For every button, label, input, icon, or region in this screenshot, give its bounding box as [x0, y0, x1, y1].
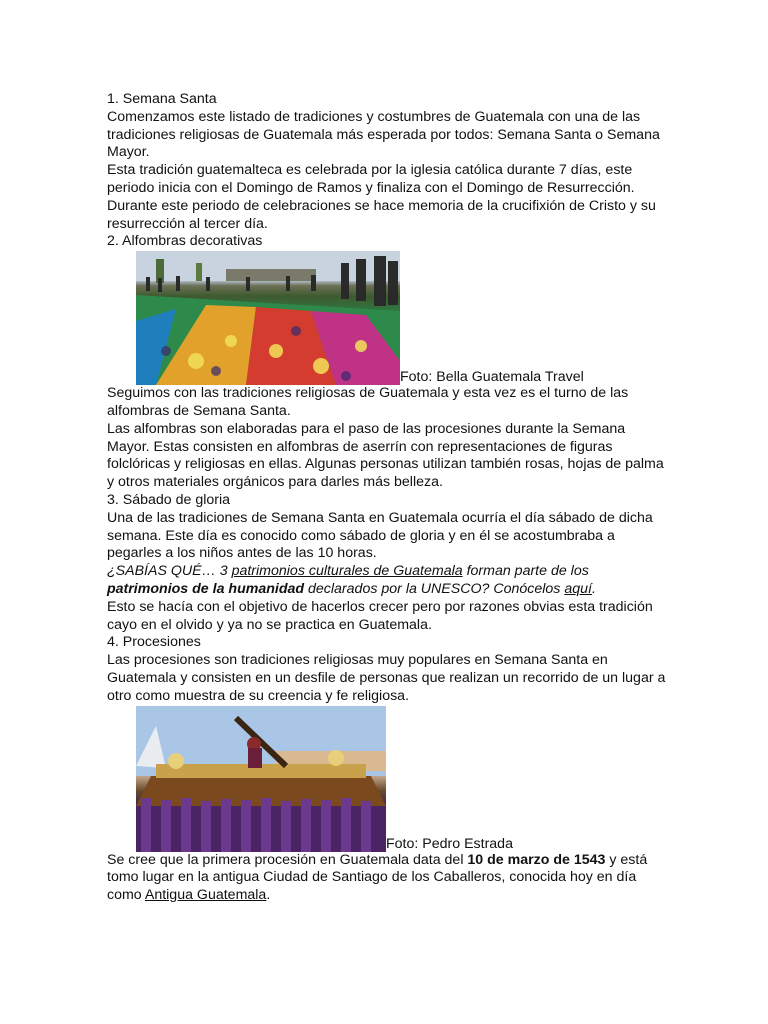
document-page: [107, 91, 667, 905]
note-text-d: .: [591, 580, 596, 597]
note-text-a: ¿SABÍAS QUÉ… 3: [107, 563, 232, 580]
sawdust-carpet-photo: [136, 251, 400, 385]
section-4-paragraph-2: [107, 852, 667, 905]
paragraph-text-c: .: [266, 887, 271, 904]
section-1-paragraph-3: Durante este periodo de celebraciones se hace memoria de la crucifixión de Cristo y su resurrección al tercer día.: [107, 197, 656, 232]
section-2-paragraph-1: Seguimos con las tradiciones religiosas de Guatemala y esta vez es el turno de las alfombras de Semana Santa.: [107, 385, 629, 419]
note-text-c: declarados por la UNESCO? Conócelos: [304, 580, 565, 597]
section-2-paragraph-2: Las alfombras son elaboradas para el paso de las procesiones durante la Semana Mayor. Estas consisten en alfombras de aserrín con representaciones de figuras folclóricas y religiosas en ellas. Algunas personas utilizan también rosas, hojas de palma y otros materiales orgánicos para darles más belleza.: [107, 420, 664, 491]
procession-photo: [136, 706, 386, 852]
note-text-b: forman parte de los: [462, 563, 589, 580]
cultural-heritage-link[interactable]: patrimonios culturales de Guatemala: [231, 563, 463, 580]
section-3-paragraph-1: Una de las tradiciones de Semana Santa en Guatemala ocurría el día sábado de dicha semana. Este día es conocido como sábado de gloria y en él se acostumbraba a pegarles a los niños antes de las 10 horas.: [107, 509, 653, 562]
procession-figure: [107, 706, 667, 852]
paragraph-text-b: y está tomo lugar en la antigua Ciudad de Santiago de los Caballeros, conocida hoy en día como: [107, 851, 648, 904]
did-you-know-note: [107, 563, 667, 599]
section-3-title: 3. Sábado de gloria: [107, 491, 231, 508]
section-3-paragraph-2: Esto se hacía con el objetivo de hacerlos crecer pero por razones obvias esta tradición cayo en el olvido y ya no se practica en Guatemala.: [107, 598, 653, 633]
section-1-paragraph-1: Comenzamos este listado de tradiciones y costumbres de Guatemala con una de las tradiciones religiosas de Guatemala más esperada por todos: Semana Santa o Semana Mayor.: [107, 108, 660, 161]
section-4-title: 4. Procesiones: [107, 634, 201, 651]
section-2-title: 2. Alfombras decorativas: [107, 233, 263, 250]
section-1-paragraph-2: Esta tradición guatemalteca es celebrada por la iglesia católica durante 7 días, este periodo inicia con el Domingo de Ramos y finaliza con el Domingo de Resurrección.: [107, 162, 635, 196]
antigua-guatemala-link[interactable]: Antigua Guatemala: [144, 887, 267, 904]
note-bold-text: patrimonios de la humanidad: [107, 580, 305, 597]
carpet-photo-caption: Foto: Bella Guatemala Travel: [400, 369, 584, 386]
procession-photo-caption: Foto: Pedro Estrada: [386, 835, 513, 852]
first-procession-date: 10 de marzo de 1543: [467, 851, 606, 868]
section-1-title: 1. Semana Santa: [107, 91, 217, 107]
section-4-paragraph-1: Las procesiones son tradiciones religiosas muy populares en Semana Santa en Guatemala y consisten en un desfile de personas que realizan un recorrido de un lugar a otro como muestra de su creencia y fe religiosa.: [107, 652, 666, 704]
paragraph-text-a: Se cree que la primera procesión en Guatemala data del: [107, 851, 468, 868]
carpet-figure: [107, 251, 667, 385]
here-link[interactable]: aquí: [564, 580, 592, 597]
